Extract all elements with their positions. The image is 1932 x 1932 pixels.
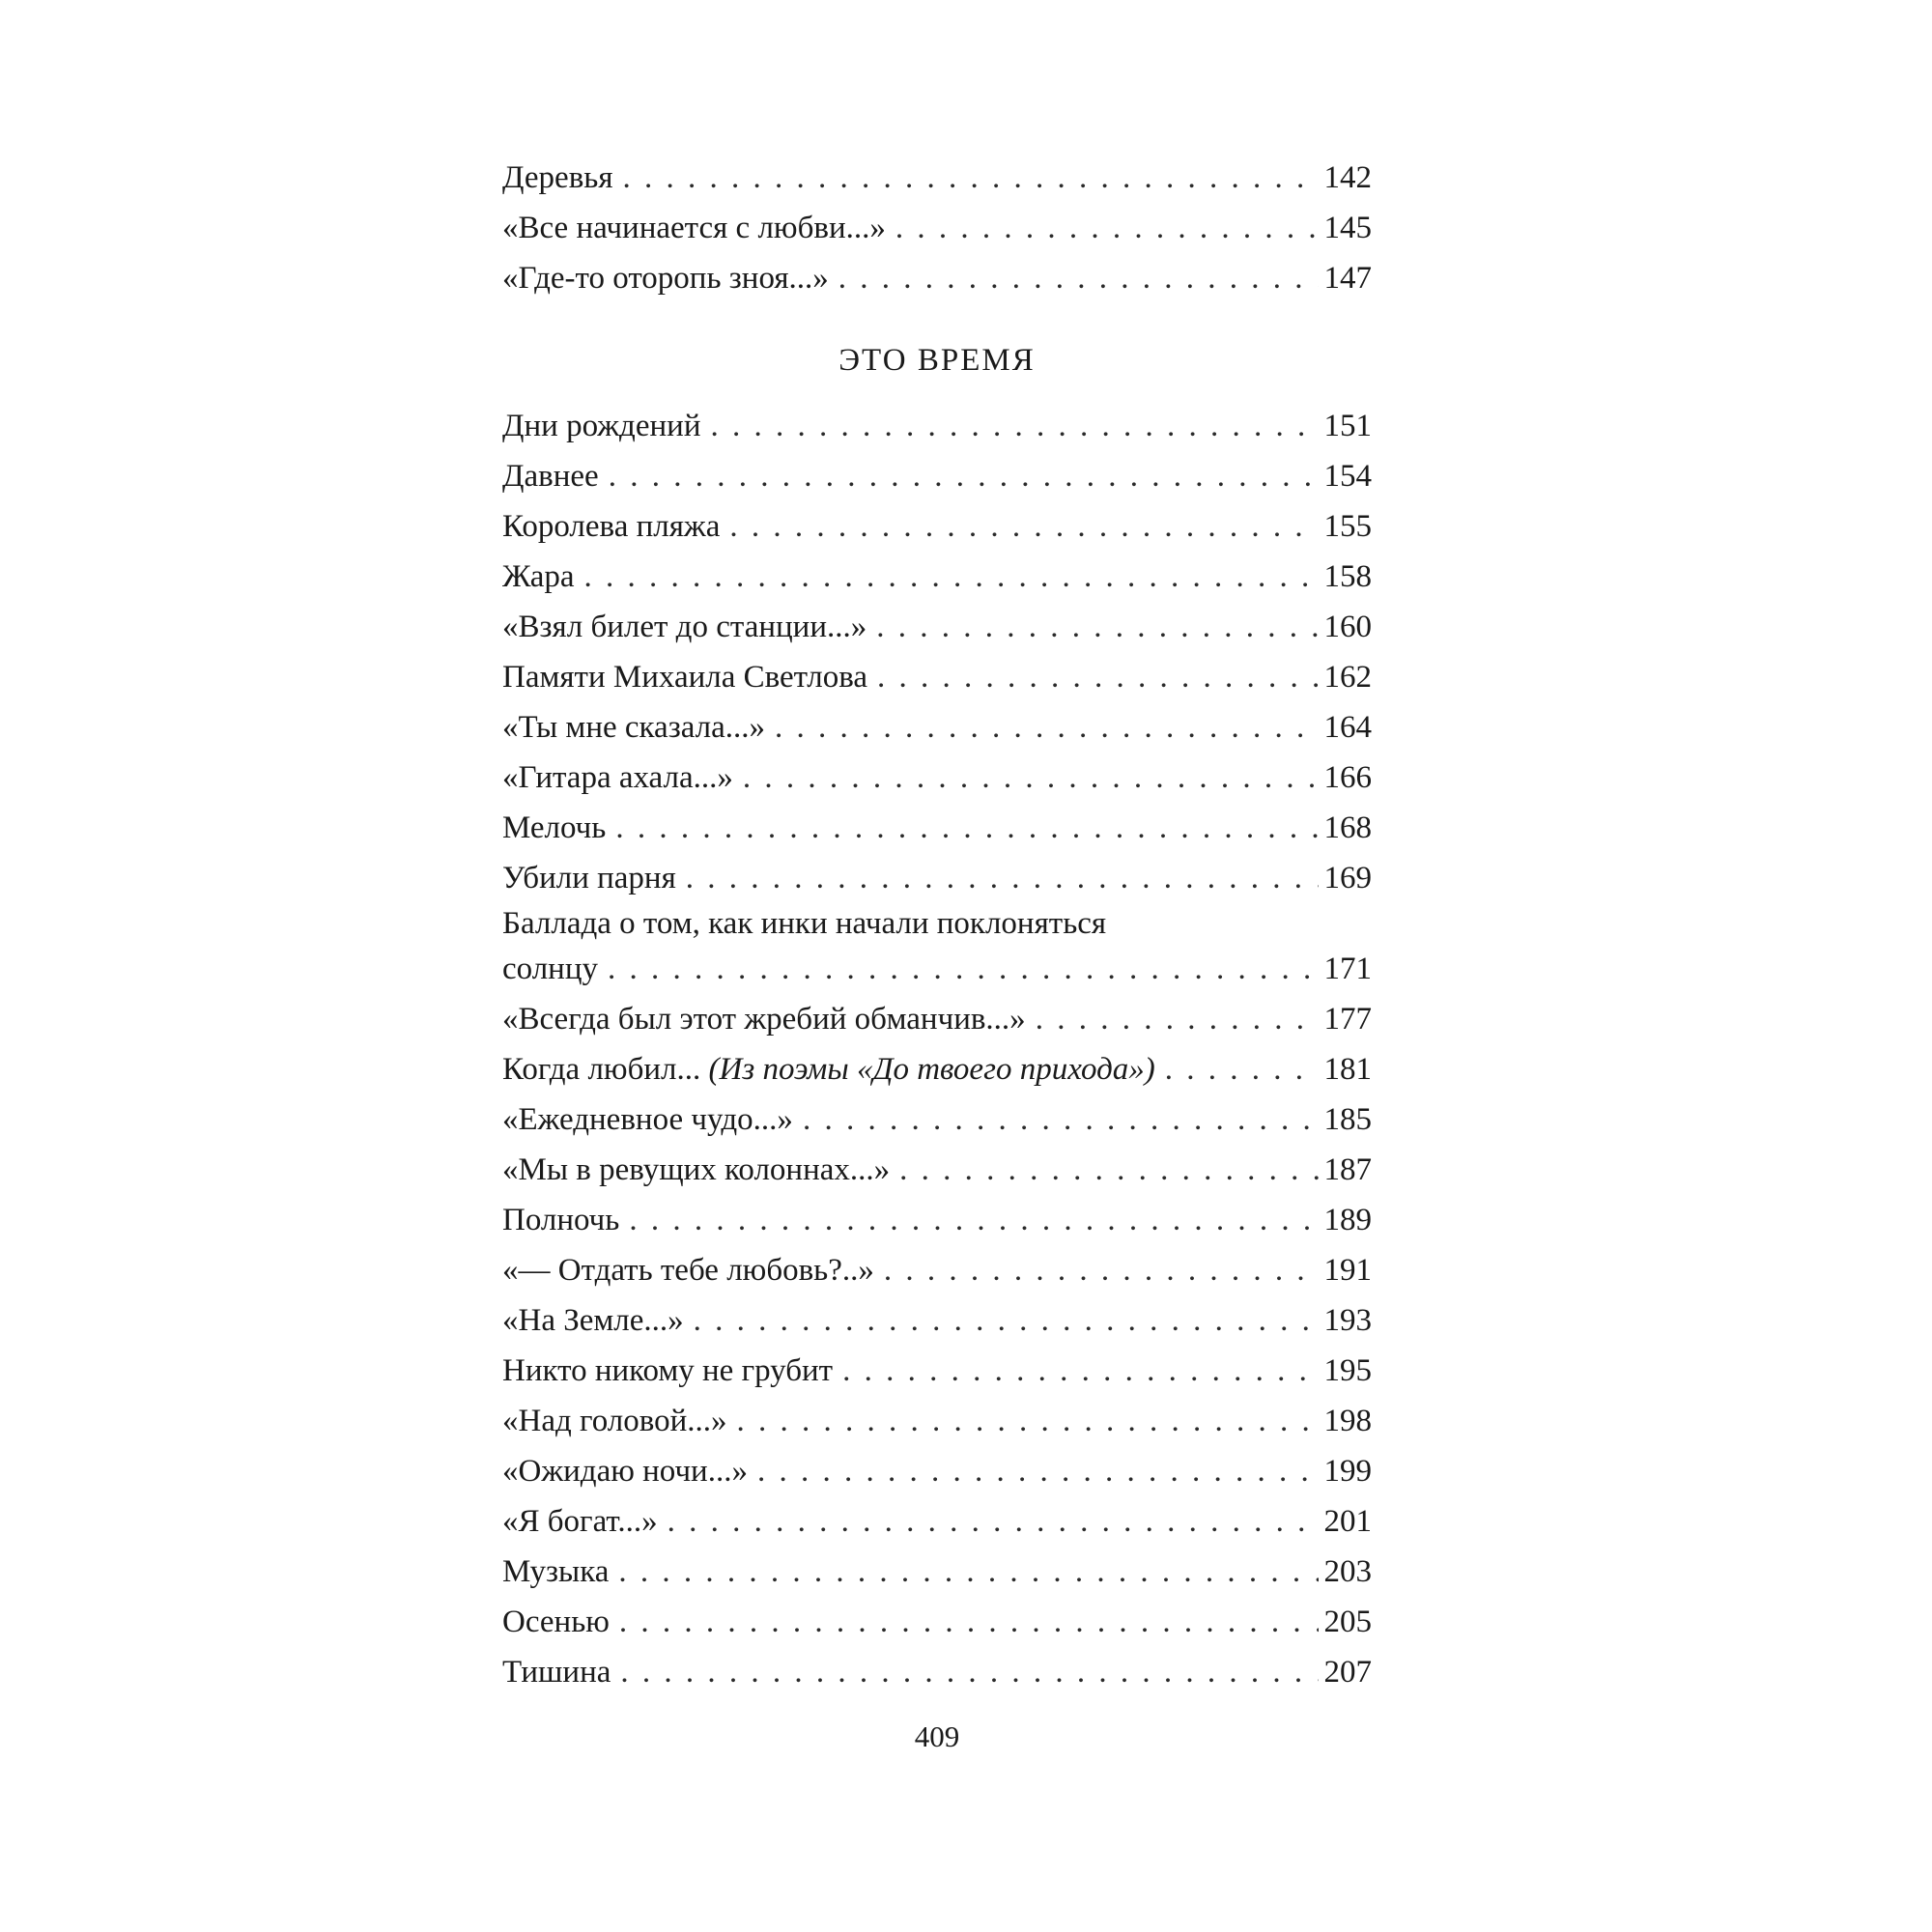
- toc-entry-page: 168: [1323, 810, 1372, 845]
- toc-entry-page: 189: [1323, 1203, 1372, 1237]
- toc-entry: [502, 602, 1372, 652]
- toc-entry-page: 155: [1323, 509, 1372, 544]
- toc-entry: [502, 702, 1372, 753]
- toc-entry: [502, 1346, 1372, 1396]
- dot-leader: [1165, 1044, 1319, 1094]
- toc-entry-page: 145: [1323, 211, 1372, 245]
- dot-leader: [668, 1496, 1319, 1547]
- dot-leader: [757, 1446, 1319, 1496]
- toc-entry: [502, 652, 1372, 702]
- toc-entry: [502, 1044, 1372, 1094]
- toc-entry-title: «— Отдать тебе любовь?..»: [502, 1253, 874, 1288]
- toc-entry: [502, 803, 1372, 853]
- toc-entry-title: «Взял билет до станции...»: [502, 610, 867, 644]
- dot-leader: [619, 1597, 1319, 1647]
- toc-entry-continuation: [502, 944, 1372, 994]
- dot-leader: [876, 602, 1318, 652]
- dot-leader: [584, 552, 1319, 602]
- toc-entry-title: «Ты мне сказала...»: [502, 710, 766, 745]
- toc-entry-page: 193: [1323, 1303, 1372, 1338]
- toc-entry: [502, 853, 1372, 903]
- toc-entry-title: Дни рождений: [502, 409, 701, 443]
- dot-leader: [710, 401, 1318, 451]
- toc-entry: [502, 153, 1372, 203]
- dot-leader: [743, 753, 1319, 803]
- toc-entry-page: 199: [1323, 1454, 1372, 1489]
- toc-entry: [502, 1094, 1372, 1145]
- dot-leader: [884, 1245, 1319, 1295]
- toc-entry: [502, 552, 1372, 602]
- toc-entry-title: «Ежедневное чудо...»: [502, 1102, 793, 1137]
- toc-entry-title: Убили парня: [502, 861, 676, 895]
- toc-entry: [502, 1647, 1372, 1697]
- dot-leader: [729, 501, 1318, 552]
- toc-entry: [502, 1245, 1372, 1295]
- toc-entry: [502, 994, 1372, 1044]
- dot-leader: [615, 803, 1318, 853]
- toc-entry-title: «Мы в ревущих колоннах...»: [502, 1152, 891, 1187]
- toc-entry-page: 169: [1323, 861, 1372, 895]
- toc-entry-page: 205: [1323, 1605, 1372, 1639]
- toc-entry: [502, 1496, 1372, 1547]
- toc-entry-title: Тишина: [502, 1655, 611, 1690]
- toc-entry-title: Никто никому не грубит: [502, 1353, 834, 1388]
- toc-entry-title: «Где-то оторопь зноя...»: [502, 261, 829, 296]
- dot-leader: [623, 153, 1319, 203]
- toc-entry-title: Осенью: [502, 1605, 610, 1639]
- toc-entry-multiline: [502, 903, 1372, 994]
- toc-entry-title: Королева пляжа: [502, 509, 721, 544]
- toc-entry-page: 166: [1323, 760, 1372, 795]
- toc-entry-title: Музыка: [502, 1554, 610, 1589]
- toc-entry-title: «Все начинается с любви...»: [502, 211, 886, 245]
- toc-entry-title: [502, 1044, 1155, 1094]
- toc-entry-page: 147: [1323, 261, 1372, 296]
- toc-entry-page: 207: [1323, 1655, 1372, 1690]
- toc-entry-page: 151: [1323, 409, 1372, 443]
- toc-entry-title: Полночь: [502, 1203, 620, 1237]
- toc-entry: [502, 1195, 1372, 1245]
- toc-entry: [502, 1547, 1372, 1597]
- dot-leader: [775, 702, 1318, 753]
- dot-leader: [803, 1094, 1319, 1145]
- dot-leader: [895, 203, 1319, 253]
- toc-entry-title-italic: (Из поэмы «До твоего прихода»): [708, 1052, 1155, 1087]
- toc-entry: [502, 1145, 1372, 1195]
- toc-entry: [502, 753, 1372, 803]
- toc-entry-title: Давнее: [502, 459, 599, 494]
- toc-entry-title-main: Когда любил...: [502, 1052, 701, 1087]
- toc-entry: [502, 401, 1372, 451]
- toc-entry-title: «Ожидаю ночи...»: [502, 1454, 748, 1489]
- toc-entry-page: 154: [1323, 459, 1372, 494]
- toc-entry: [502, 1597, 1372, 1647]
- dot-leader: [877, 652, 1318, 702]
- section-title: ЭТО ВРЕМЯ: [838, 343, 1036, 378]
- toc-entry-title-line2: солнцу: [502, 952, 598, 986]
- toc-entry-page: 160: [1323, 610, 1372, 644]
- toc-entry: [502, 253, 1372, 303]
- toc-entry-page: 185: [1323, 1102, 1372, 1137]
- dot-leader: [1036, 994, 1319, 1044]
- toc-entry-title: «На Земле...»: [502, 1303, 684, 1338]
- dot-leader: [609, 451, 1319, 501]
- toc-entry-title: «Я богат...»: [502, 1504, 658, 1539]
- toc-entry-page: 162: [1323, 660, 1372, 695]
- toc-entry-title: «Всегда был этот жребий обманчив...»: [502, 1002, 1026, 1037]
- toc-entry: [502, 203, 1372, 253]
- toc-entry-page: 171: [1323, 952, 1372, 986]
- toc-entry-title: «Гитара ахала...»: [502, 760, 733, 795]
- dot-leader: [899, 1145, 1318, 1195]
- toc-entry-page: 181: [1323, 1052, 1372, 1087]
- toc-entry-page: 198: [1323, 1404, 1372, 1438]
- toc-entry-page: 158: [1323, 559, 1372, 594]
- dot-leader: [686, 853, 1319, 903]
- dot-leader: [737, 1396, 1319, 1446]
- toc-entry: [502, 451, 1372, 501]
- toc-entry-title: Памяти Михаила Светлова: [502, 660, 868, 695]
- toc-entry-page: 191: [1323, 1253, 1372, 1288]
- dot-leader: [629, 1195, 1318, 1245]
- toc-entry: [502, 1396, 1372, 1446]
- toc-entry-title: «Над головой...»: [502, 1404, 727, 1438]
- dot-leader: [842, 1346, 1318, 1396]
- toc-top-block: [502, 153, 1372, 303]
- dot-leader: [694, 1295, 1319, 1346]
- toc-entry: [502, 1295, 1372, 1346]
- dot-leader: [618, 1547, 1318, 1597]
- toc-entry-page: 203: [1323, 1554, 1372, 1589]
- toc-entry-page: 201: [1323, 1504, 1372, 1539]
- toc-entry-page: 164: [1323, 710, 1372, 745]
- page-number: 409: [914, 1719, 960, 1753]
- toc-entry-page: 142: [1323, 160, 1372, 195]
- toc-entry-page: 187: [1323, 1152, 1372, 1187]
- dot-leader: [838, 253, 1319, 303]
- toc-entry: [502, 1446, 1372, 1496]
- toc-entry-page: 195: [1323, 1353, 1372, 1388]
- toc-entry-title: Мелочь: [502, 810, 607, 845]
- toc-entry-title: Деревья: [502, 160, 613, 195]
- toc-entry: [502, 501, 1372, 552]
- toc-entry-page: 177: [1323, 1002, 1372, 1037]
- dot-leader: [620, 1647, 1318, 1697]
- toc-section-block: [502, 401, 1372, 1697]
- toc-entry-title-line1: Баллада о том, как инки начали поклоняться: [502, 906, 1107, 941]
- toc-entry-title: Жара: [502, 559, 575, 594]
- dot-leader: [608, 944, 1319, 994]
